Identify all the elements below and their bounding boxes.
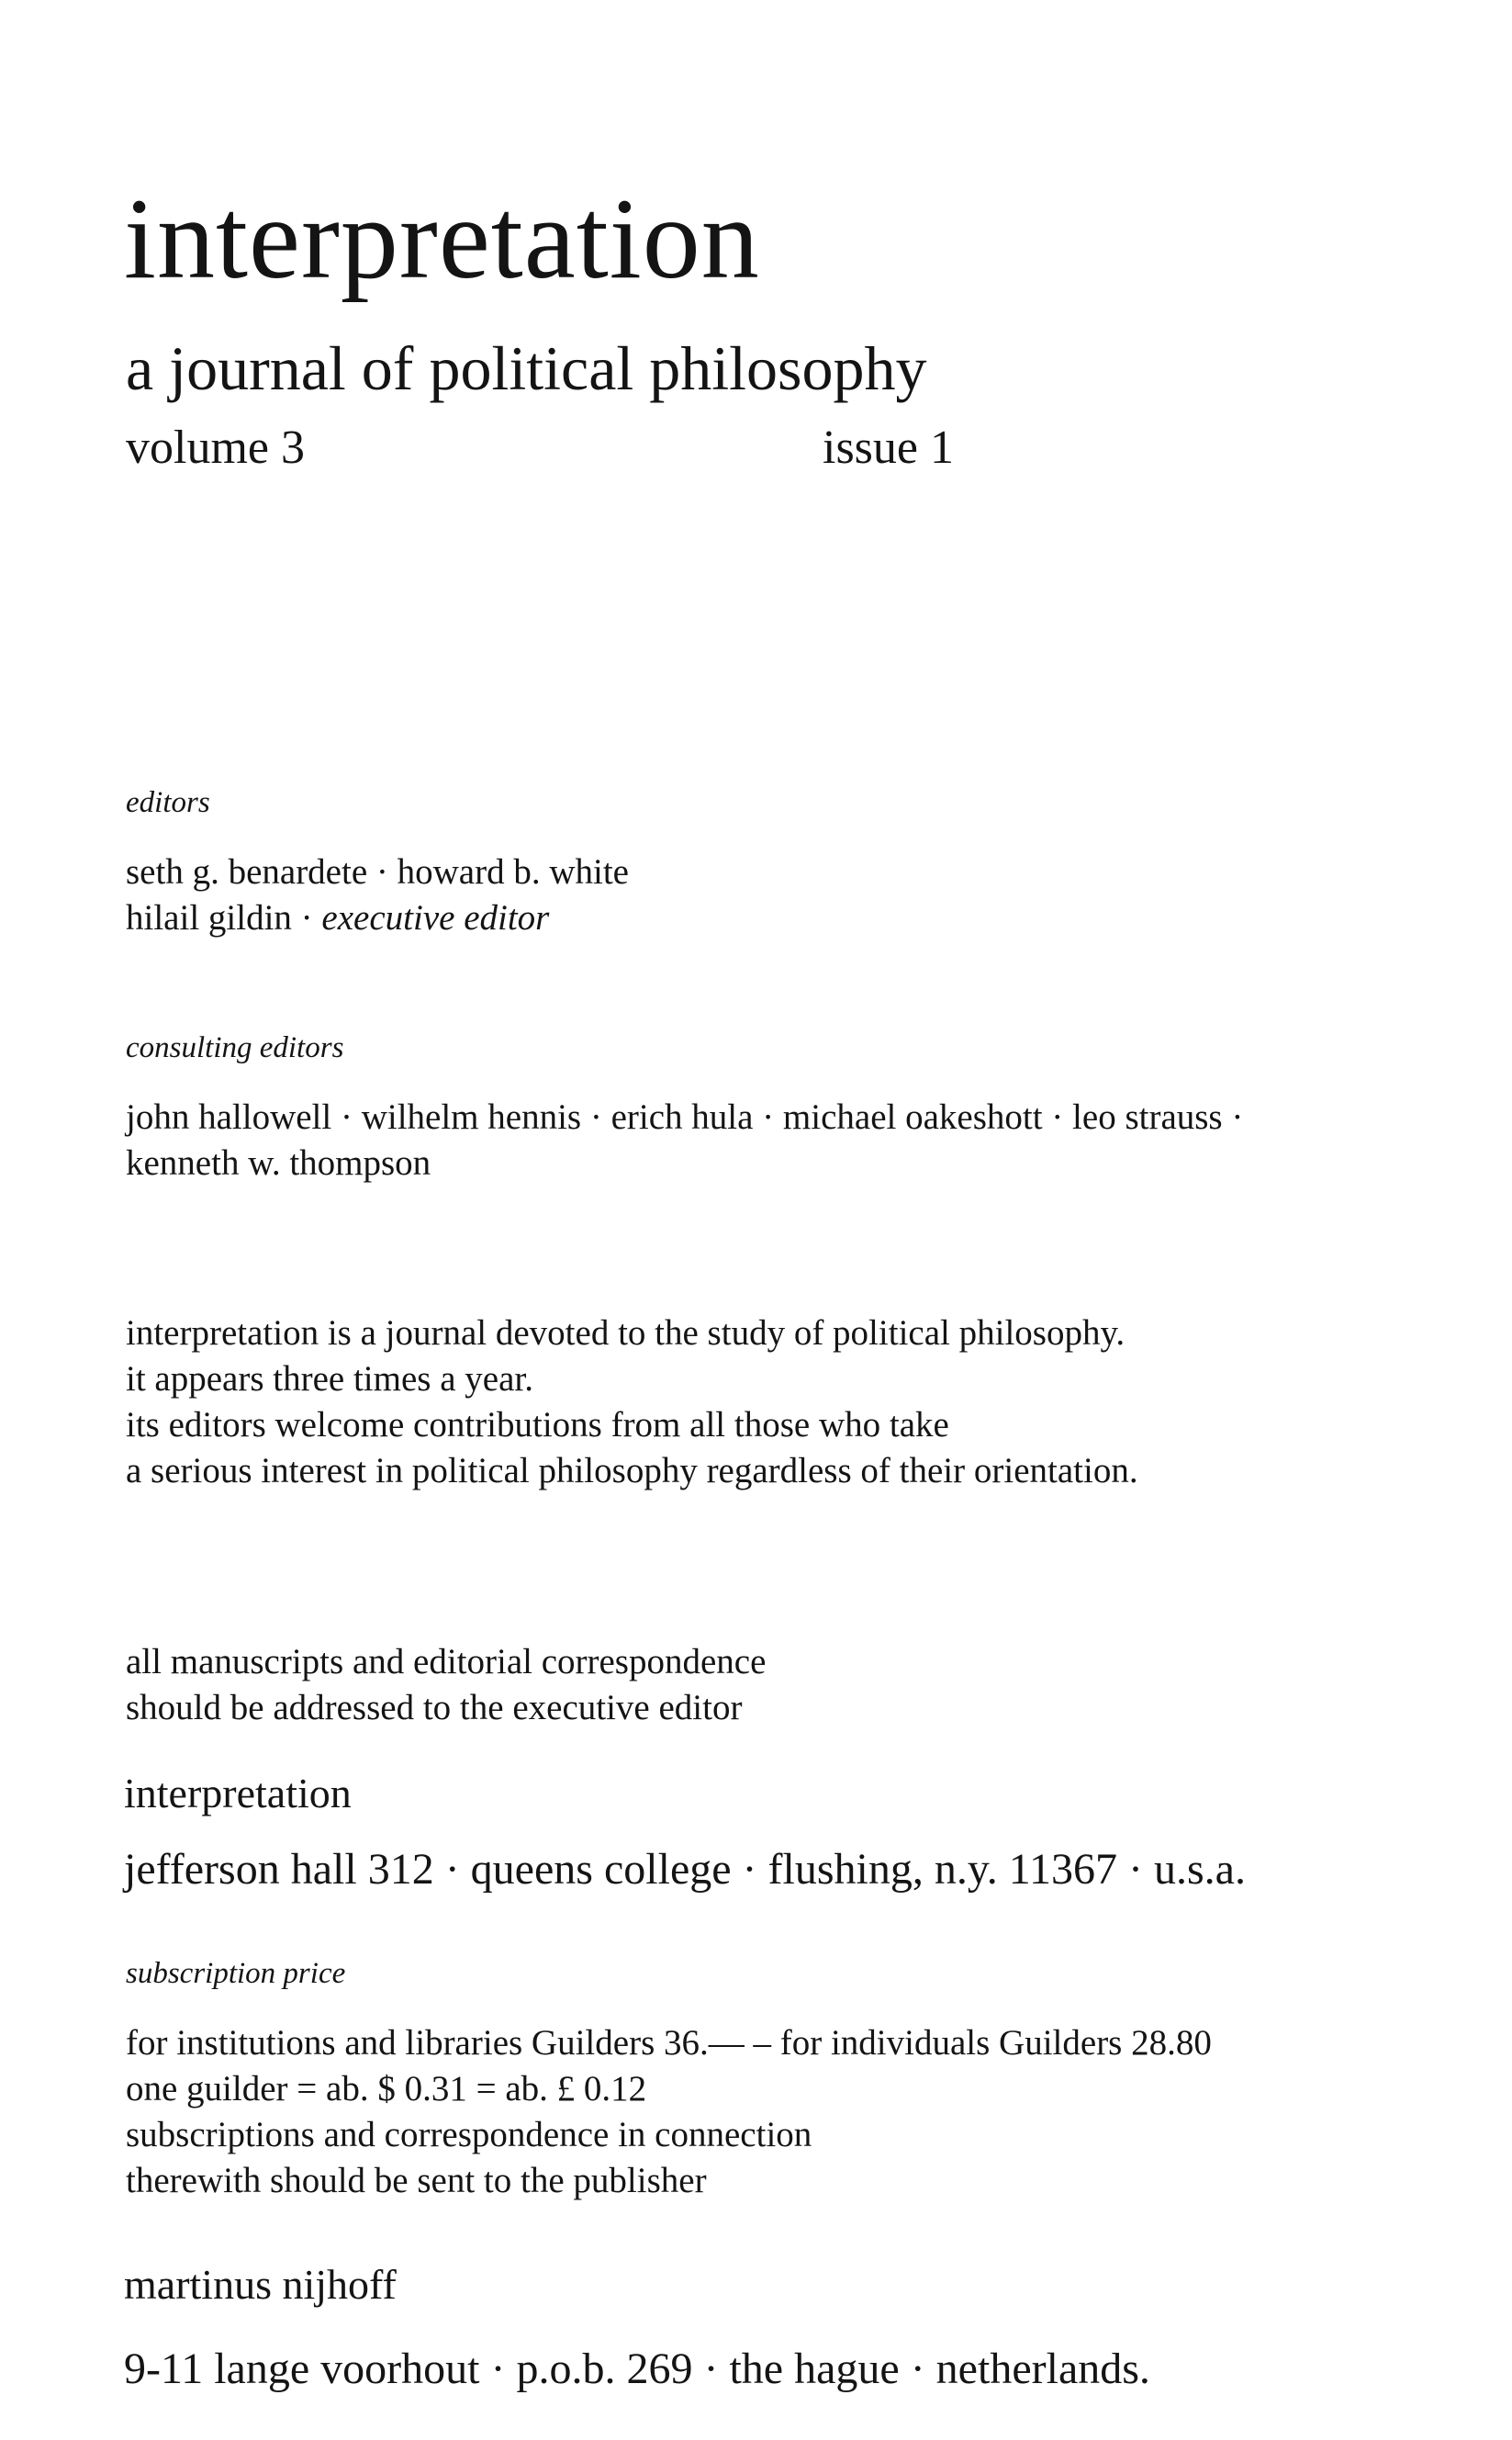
subscription-line-2: one guilder = ab. $ 0.31 = ab. £ 0.12	[126, 2069, 647, 2108]
publisher-name: martinus nijhoff	[124, 2261, 397, 2308]
description-line-4: a serious interest in political philosophy regardless of their orientation.	[126, 1451, 1138, 1490]
journal-subtitle: a journal of political philosophy	[126, 333, 927, 403]
description-line-1: interpretation is a journal devoted to the study of political philosophy.	[126, 1313, 1126, 1353]
executive-editor-role: executive editor	[321, 898, 550, 938]
subscription-line-3: subscriptions and correspondence in connection	[126, 2115, 812, 2154]
editors-line-2	[126, 895, 549, 941]
executive-editor-name: hilail gildin ·	[126, 898, 322, 938]
editorial-office-name: interpretation	[124, 1770, 352, 1816]
publisher-address: 9-11 lange voorhout · p.o.b. 269 · the hague · netherlands.	[124, 2344, 1150, 2393]
consulting-editors-line-1: john hallowell · wilhelm hennis · erich hula · michael oakeshott · leo strauss ·	[126, 1097, 1244, 1137]
consulting-editors-line-2: kenneth w. thompson	[126, 1143, 431, 1183]
description-line-3: its editors welcome contributions from all those who take	[126, 1405, 949, 1445]
subscription-line-4: therewith should be sent to the publisher	[126, 2161, 707, 2200]
description-line-2: it appears three times a year.	[126, 1359, 533, 1399]
manuscripts-line-2: should be addressed to the executive editor	[126, 1688, 743, 1727]
journal-title: interpretation	[124, 175, 760, 303]
volume-number: volume 3	[126, 422, 305, 474]
subscription-heading: subscription price	[126, 1957, 346, 1990]
editors-line-1: seth g. benardete · howard b. white	[126, 852, 629, 892]
editors-heading: editors	[126, 786, 210, 819]
issue-number: issue 1	[823, 422, 954, 474]
consulting-editors-heading: consulting editors	[126, 1031, 344, 1064]
manuscripts-line-1: all manuscripts and editorial correspondence	[126, 1642, 767, 1681]
subscription-line-1: for institutions and libraries Guilders 36.— – for individuals Guilders 28.80	[126, 2023, 1212, 2063]
editorial-office-address: jefferson hall 312 · queens college · flushing, n.y. 11367 · u.s.a.	[124, 1845, 1246, 1894]
